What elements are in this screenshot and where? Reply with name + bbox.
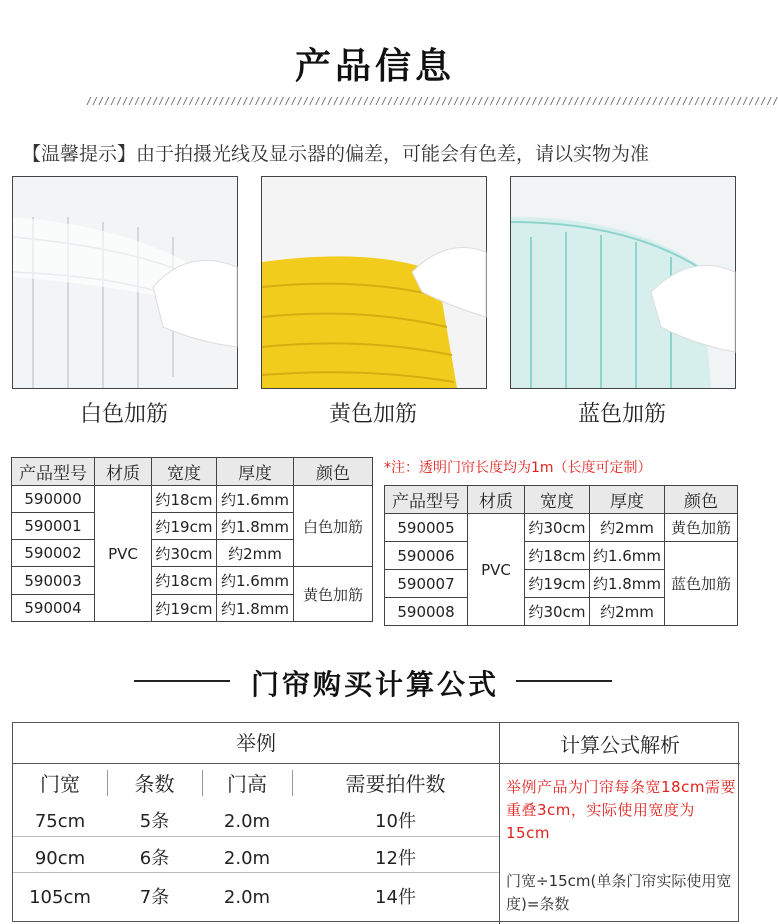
- col-pieces: 需要拍件数: [345, 772, 446, 796]
- cell-pieces: 10件: [375, 811, 416, 832]
- header-thickness: 厚度: [217, 458, 294, 486]
- caption-blue: 蓝色加筋: [577, 402, 666, 427]
- model-cell: 590001: [12, 513, 95, 540]
- explanation-formula: 门宽÷15cm(单条门帘实际使用宽度)=条数: [506, 872, 732, 913]
- example-block: [13, 764, 500, 924]
- formula-explanation: [500, 764, 738, 924]
- header-model: 产品型号: [12, 458, 95, 486]
- header-material: 材质: [468, 486, 525, 514]
- cell-width: 75cm: [34, 811, 86, 832]
- spec-table-right: [384, 485, 738, 626]
- cell-count: 5条: [139, 811, 170, 832]
- width-cell: 约30cm: [525, 514, 590, 542]
- caption-yellow: 黄色加筋: [328, 402, 417, 427]
- thickness-cell: 约2mm: [217, 540, 294, 567]
- header-model: 产品型号: [385, 486, 468, 514]
- color-cell: 黄色加筋: [665, 514, 738, 542]
- model-cell: 590008: [385, 598, 468, 626]
- example-header: 举例: [13, 723, 500, 764]
- header-color: 颜色: [294, 458, 373, 486]
- photo-blue-strip: [510, 176, 736, 389]
- thickness-cell: 约1.6mm: [590, 542, 665, 570]
- thickness-cell: 约1.8mm: [217, 595, 294, 622]
- model-cell: 590005: [385, 514, 468, 542]
- cell-height: 2.0m: [223, 811, 271, 832]
- header-width: 宽度: [152, 458, 217, 486]
- thickness-cell: 约2mm: [590, 598, 665, 626]
- model-cell: 590003: [12, 567, 95, 595]
- table-row: [13, 880, 499, 916]
- caption-white: 白色加筋: [79, 402, 168, 427]
- model-cell: 590004: [12, 595, 95, 622]
- decorative-slash-divider: ///////////////////////////////////////////////////////////////////////////////////////////////////////////////////: [86, 96, 778, 107]
- cell-count: 7条: [139, 887, 170, 908]
- photo-white-strip: [12, 176, 238, 389]
- col-door-height: 门高: [227, 772, 267, 796]
- cell-height: 2.0m: [223, 848, 271, 869]
- model-cell: 590006: [385, 542, 468, 570]
- spec-table-left: [11, 457, 373, 622]
- model-cell: 590007: [385, 570, 468, 598]
- cell-pieces: 12件: [375, 848, 416, 869]
- cell-width: 90cm: [34, 848, 86, 869]
- thickness-cell: 约2mm: [590, 514, 665, 542]
- color-cell: 黄色加筋: [294, 567, 373, 622]
- header-material: 材质: [95, 458, 152, 486]
- width-cell: 约18cm: [152, 567, 217, 595]
- col-door-width: 门宽: [40, 772, 80, 796]
- cell-pieces: 14件: [375, 887, 416, 908]
- calc-section-title: 门帘购买计算公式: [250, 668, 499, 701]
- thickness-cell: 约1.6mm: [217, 567, 294, 595]
- width-cell: 约19cm: [152, 595, 217, 622]
- col-strip-count: 条数: [134, 772, 175, 796]
- cell-width: 105cm: [29, 887, 91, 908]
- page-title: 产品信息: [294, 46, 455, 87]
- photo-yellow-strip: [261, 176, 487, 389]
- thickness-cell: 约1.8mm: [590, 570, 665, 598]
- header-thickness: 厚度: [590, 486, 665, 514]
- cell-height: 2.0m: [223, 887, 271, 908]
- formula-header: 计算公式解析: [500, 723, 740, 764]
- cell-count: 6条: [139, 848, 170, 869]
- table-row: [13, 804, 499, 840]
- header-color: 颜色: [665, 486, 738, 514]
- calc-table: [12, 722, 739, 922]
- model-cell: 590000: [12, 486, 95, 513]
- width-cell: 约18cm: [152, 486, 217, 513]
- divider-right: [516, 680, 612, 682]
- material-cell: PVC: [468, 514, 525, 626]
- thickness-cell: 约1.6mm: [217, 486, 294, 513]
- width-cell: 约19cm: [152, 513, 217, 540]
- width-cell: 约18cm: [525, 542, 590, 570]
- thickness-cell: 约1.8mm: [217, 513, 294, 540]
- model-cell: 590002: [12, 540, 95, 567]
- table-row: [13, 841, 499, 877]
- explanation-red: 举例产品为门帘每条宽18cm需要重叠3cm，实际使用宽度为15cm: [506, 778, 736, 842]
- length-note: *注：透明门帘长度均为1m（长度可定制）: [384, 460, 652, 476]
- width-cell: 约30cm: [525, 598, 590, 626]
- color-cell: 蓝色加筋: [665, 542, 738, 626]
- width-cell: 约30cm: [152, 540, 217, 567]
- width-cell: 约19cm: [525, 570, 590, 598]
- color-disclaimer: 【温馨提示】由于拍摄光线及显示器的偏差，可能会有色差，请以实物为准: [22, 143, 650, 165]
- color-cell: 白色加筋: [294, 486, 373, 567]
- material-cell: PVC: [95, 486, 152, 622]
- header-width: 宽度: [525, 486, 590, 514]
